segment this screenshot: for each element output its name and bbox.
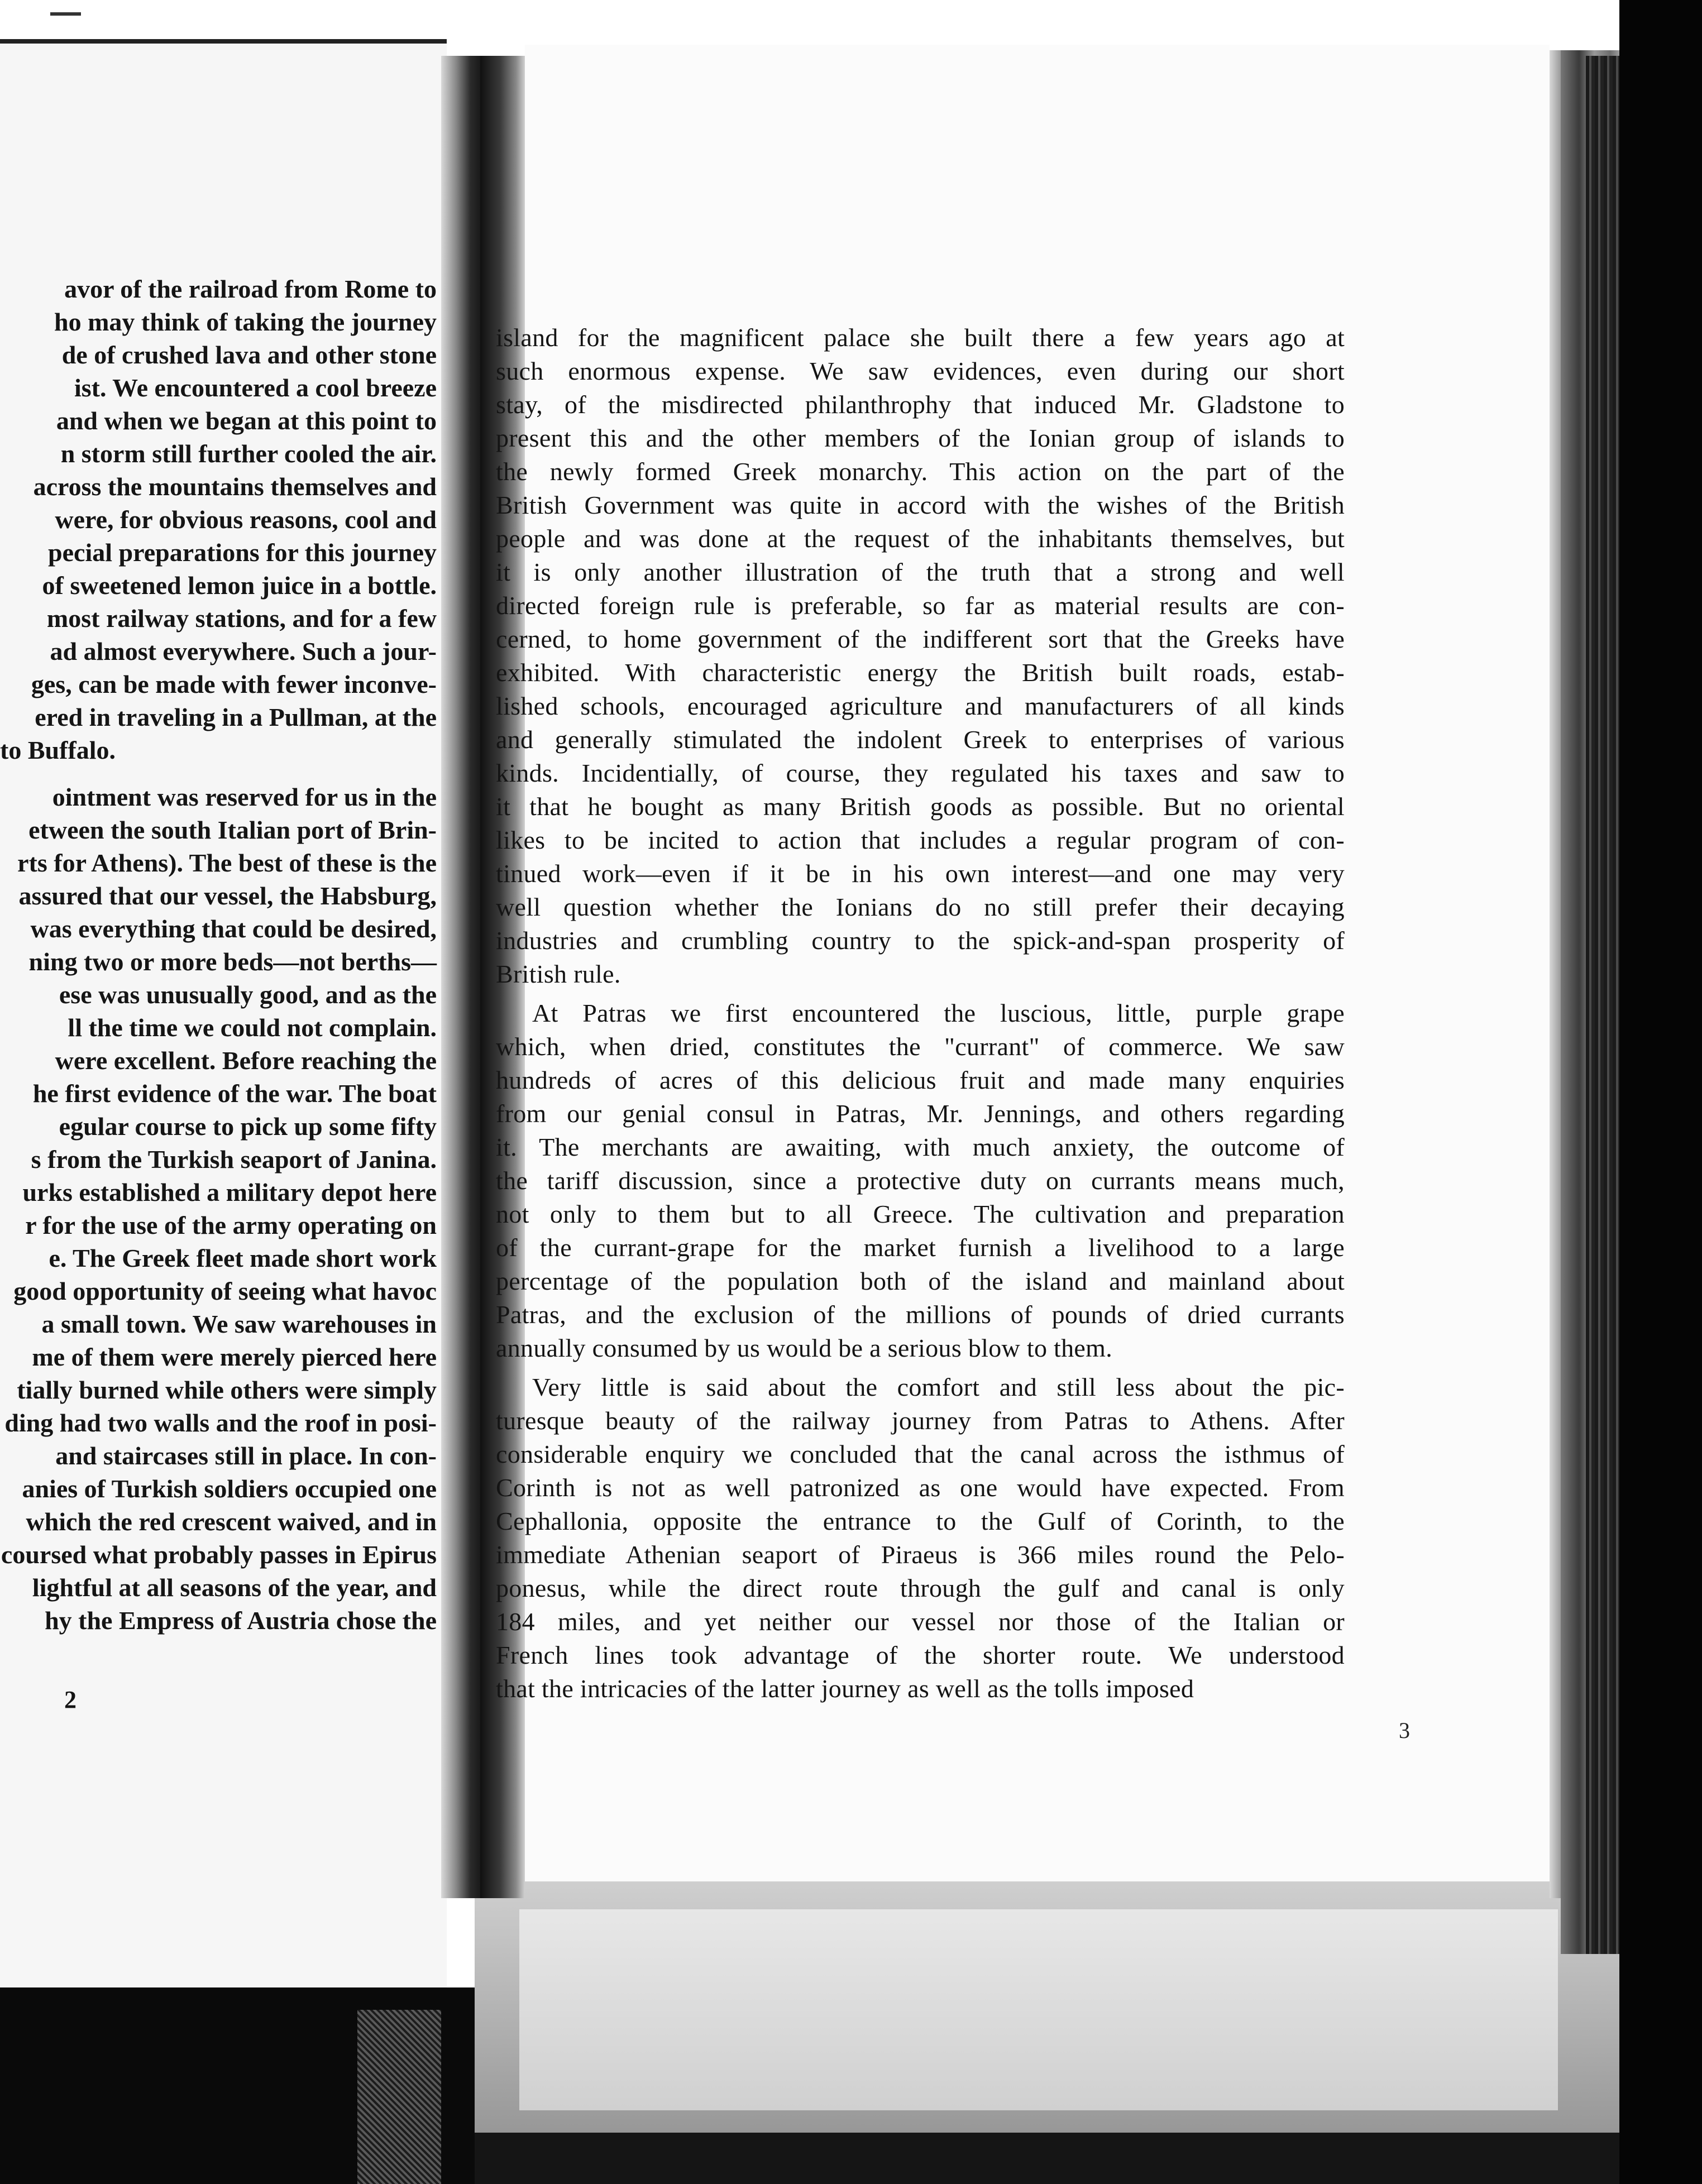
right-line: island for the magnificent palace she built there a few years ago at [496,323,1345,352]
right-line: British rule. [496,960,621,988]
gutter-shadow-left [441,56,483,1898]
left-line: tially burned while others were simply [17,1376,437,1404]
right-line: lished schools, encouraged agriculture and manufacturers of all kinds [496,692,1345,720]
left-line: r for the use of the army operating on [25,1211,437,1239]
left-line: was everything that could be desired, [30,914,437,943]
right-line: which, when dried, constitutes the "currant" of commerce. We saw [496,1032,1345,1061]
page-number: 3 [1399,1718,1410,1743]
left-line: ad almost everywhere. Such a jour- [50,637,437,665]
left-line: assured that our vessel, the Habsburg, [18,882,437,910]
left-line: ered in traveling in a Pullman, at the [35,703,437,731]
left-line: s from the Turkish seaport of Janina. [31,1145,437,1174]
right-line: considerable enquiry we concluded that the canal across the isthmus of [496,1440,1345,1468]
right-line: ponesus, while the direct route through the gulf and canal is only [496,1574,1345,1602]
left-line: were excellent. Before reaching the [55,1046,437,1075]
left-line: hy the Empress of Austria chose the [45,1606,437,1635]
page-number: 2 [64,1686,77,1713]
right-line: the newly formed Greek monarchy. This action on the part of the [496,457,1345,486]
left-line: de of crushed lava and other stone [61,341,437,369]
left-line: a small town. We saw warehouses in [41,1310,437,1338]
page-stack-edge [1586,56,1619,1954]
left-line: ll the time we could not complain. [68,1013,437,1042]
right-line: well question whether the Ionians do no still prefer their decaying [496,893,1345,921]
right-line: hundreds of acres of this delicious fruit and made many enquiries [496,1066,1345,1094]
right-line: the tariff discussion, since a protective duty on currants means much, [496,1166,1345,1195]
left-line: etween the south Italian port of Brin- [28,816,437,844]
left-line: n storm still further cooled the air. [60,439,437,468]
left-line: me of them were merely pierced here [32,1343,437,1371]
left-line: avor of the railroad from Rome to [64,275,437,303]
right-line: directed foreign rule is preferable, so far as material results are con- [496,591,1345,620]
right-line: that the intricacies of the latter journey as well as the tolls imposed [496,1674,1194,1703]
left-line: ese was unusually good, and as the [59,980,437,1009]
right-line: cerned, to home government of the indifferent sort that the Greeks have [496,625,1345,653]
right-line: 184 miles, and yet neither our vessel nor those of the Italian or [496,1607,1345,1636]
right-line: annually consumed by us would be a serious blow to them. [496,1334,1113,1362]
right-line: Corinth is not as well patronized as one would have expected. From [496,1473,1345,1502]
right-line: such enormous expense. We saw evidences, even during our short [496,357,1345,385]
left-line: good opportunity of seeing what havoc [13,1277,437,1305]
left-line: were, for obvious reasons, cool and [55,505,437,534]
right-line: and generally stimulated the indolent Greek to enterprises of various [496,725,1345,754]
page-edge-texture [357,2010,441,2184]
left-line: ist. We encountered a cool breeze [74,373,437,402]
right-line: stay, of the misdirected philanthrophy that induced Mr. Gladstone to [496,390,1345,419]
right-line: it that he bought as many British goods as possible. But no oriental [496,792,1345,821]
right-line: from our genial consul in Patras, Mr. Jennings, and others regarding [496,1099,1345,1128]
left-line: e. The Greek fleet made short work [49,1244,437,1272]
left-line: ning two or more beds—not berths— [28,947,437,976]
right-line: percentage of the population both of the island and mainland about [496,1267,1345,1295]
right-line: Patras, and the exclusion of the millions of pounds of dried currants [496,1300,1345,1329]
right-line: At Patras we first encountered the luscious, little, purple grape [532,999,1345,1027]
book-cover-board-highlight [519,1909,1558,2110]
left-line: ointment was reserved for us in the [52,783,437,811]
left-line: lightful at all seasons of the year, and [32,1573,437,1602]
right-line: it. The merchants are awaiting, with much anxiety, the outcome of [496,1133,1345,1161]
right-line: British Government was quite in accord with the wishes of the British [496,491,1345,519]
right-line: of the currant-grape for the market furnish a livelihood to a large [496,1233,1345,1262]
left-line: ding had two walls and the roof in posi- [4,1409,437,1437]
right-line: tinued work—even if it be in his own interest—and one may very [496,859,1345,888]
right-line: turesque beauty of the railway journey from Patras to Athens. After [496,1406,1345,1435]
left-line: coursed what probably passes in Epirus [1,1540,437,1569]
right-page-text [496,0,1557,1881]
right-line: exhibited. With characteristic energy the British built roads, estab- [496,658,1345,687]
scan-shadow-bottom [475,2133,1619,2184]
left-line: he first evidence of the war. The boat [32,1079,437,1108]
right-line: present this and the other members of the Ionian group of islands to [496,424,1345,452]
right-line: it is only another illustration of the truth that a strong and well [496,558,1345,586]
left-line: anies of Turkish soldiers occupied one [22,1474,437,1503]
left-line: pecial preparations for this journey [48,538,437,567]
right-line: people and was done at the request of the inhabitants themselves, but [496,524,1345,553]
scan-border-right [1619,0,1702,2184]
left-line: rts for Athens). The best of these is the [17,849,437,877]
left-line: which the red crescent waived, and in [26,1507,437,1536]
left-line: and when we began at this point to [56,406,437,435]
left-line: across the mountains themselves and [33,472,437,501]
right-line: Very little is said about the comfort and still less about the pic- [532,1373,1345,1401]
left-line: of sweetened lemon juice in a bottle. [42,571,437,600]
right-line: immediate Athenian seaport of Piraeus is 366 miles round the Pelo- [496,1540,1345,1569]
left-line: ho may think of taking the journey [54,308,437,336]
right-line: Cephallonia, opposite the entrance to the Gulf of Corinth, to the [496,1507,1345,1535]
left-line: and staircases still in place. In con- [55,1441,437,1470]
left-line: most railway stations, and for a few [46,604,437,633]
left-line: ges, can be made with fewer inconve- [31,670,437,698]
right-line: likes to be incited to action that includes a regular program of con- [496,826,1345,854]
right-line: French lines took advantage of the shorter route. We understood [496,1641,1345,1669]
right-line: not only to them but to all Greece. The cultivation and preparation [496,1200,1345,1228]
right-line: kinds. Incidentially, of course, they regulated his taxes and saw to [496,759,1345,787]
right-line: industries and crumbling country to the spick-and-span prosperity of [496,926,1345,955]
left-line: urks established a military depot here [22,1178,437,1206]
left-line: to Buffalo. [0,736,116,764]
left-line: egular course to pick up some fifty [59,1112,437,1141]
left-page-text [0,0,441,1987]
